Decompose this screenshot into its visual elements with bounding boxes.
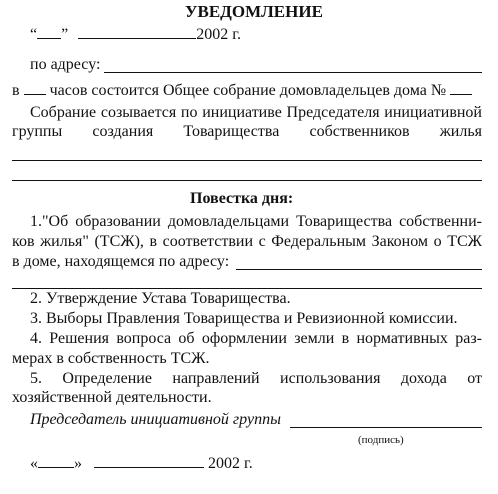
- agenda-item-4-line-2: мерах в собственность ТСЖ.: [12, 350, 210, 367]
- address-label: по адресу:: [30, 56, 101, 73]
- meeting-prefix: в: [12, 82, 20, 99]
- agenda-item-1-line-1: 1."Об образовании домовладельцами Товарищества собственни-: [30, 213, 482, 230]
- footer-year: 2002 г.: [208, 455, 253, 472]
- item-1-address-blank: [236, 269, 482, 270]
- chairman-label: Председатель инициативной группы: [30, 411, 281, 428]
- footer-open-quote: «: [30, 455, 38, 472]
- agenda-item-1-line-2: ков жилья" (ТСЖ), в соответствии с Федеральным Законом о ТСЖ: [12, 233, 482, 250]
- document-title: УВЕДОМЛЕНИЕ: [185, 2, 323, 21]
- agenda-item-2: 2. Утверждение Устава Товарищества.: [30, 290, 291, 307]
- footer-month-blank: [94, 455, 204, 468]
- date-open-quote: “: [30, 26, 38, 43]
- meeting-text: часов состоится Общее собрание домовладельцев дома №: [49, 82, 447, 99]
- meeting-line: [12, 82, 472, 100]
- item-1-address-blank-2: [12, 288, 482, 289]
- date-close-quote: ”: [61, 26, 69, 43]
- footer-day-blank: [38, 455, 74, 468]
- agenda-item-5-line-2: хозяйственной деятельности.: [12, 389, 212, 406]
- signature-blank: [290, 427, 482, 428]
- agenda-item-4-line-1: 4. Решения вопроса об оформлении земли в нормативных раз-: [30, 330, 482, 347]
- house-number-blank: [450, 82, 472, 95]
- month-blank: [78, 26, 196, 39]
- date-line: [30, 26, 241, 44]
- agenda-item-3: 3. Выборы Правления Товарищества и Ревизионной комиссии.: [30, 310, 458, 327]
- date-year: 2002 г.: [196, 26, 241, 43]
- initiative-blank-2: [12, 180, 482, 181]
- address-blank: [104, 72, 482, 73]
- footer-date-line: [30, 455, 253, 473]
- footer-close-quote: »: [74, 455, 82, 472]
- signature-caption: (подпись): [358, 434, 404, 446]
- initiative-line-1: Собрание созывается по инициативе Председателя инициативной: [30, 104, 482, 121]
- initiative-line-2: группы создания Товарищества собственников жилья: [12, 123, 482, 140]
- agenda-item-5-line-1: 5. Определение направлений использования дохода от: [30, 370, 482, 387]
- agenda-item-1-line-3: в доме, находящемся по адресу:: [12, 253, 230, 270]
- hour-blank: [24, 82, 46, 95]
- day-blank: [37, 26, 61, 39]
- initiative-blank-1: [12, 160, 482, 161]
- agenda-heading: Повестка дня:: [190, 190, 294, 207]
